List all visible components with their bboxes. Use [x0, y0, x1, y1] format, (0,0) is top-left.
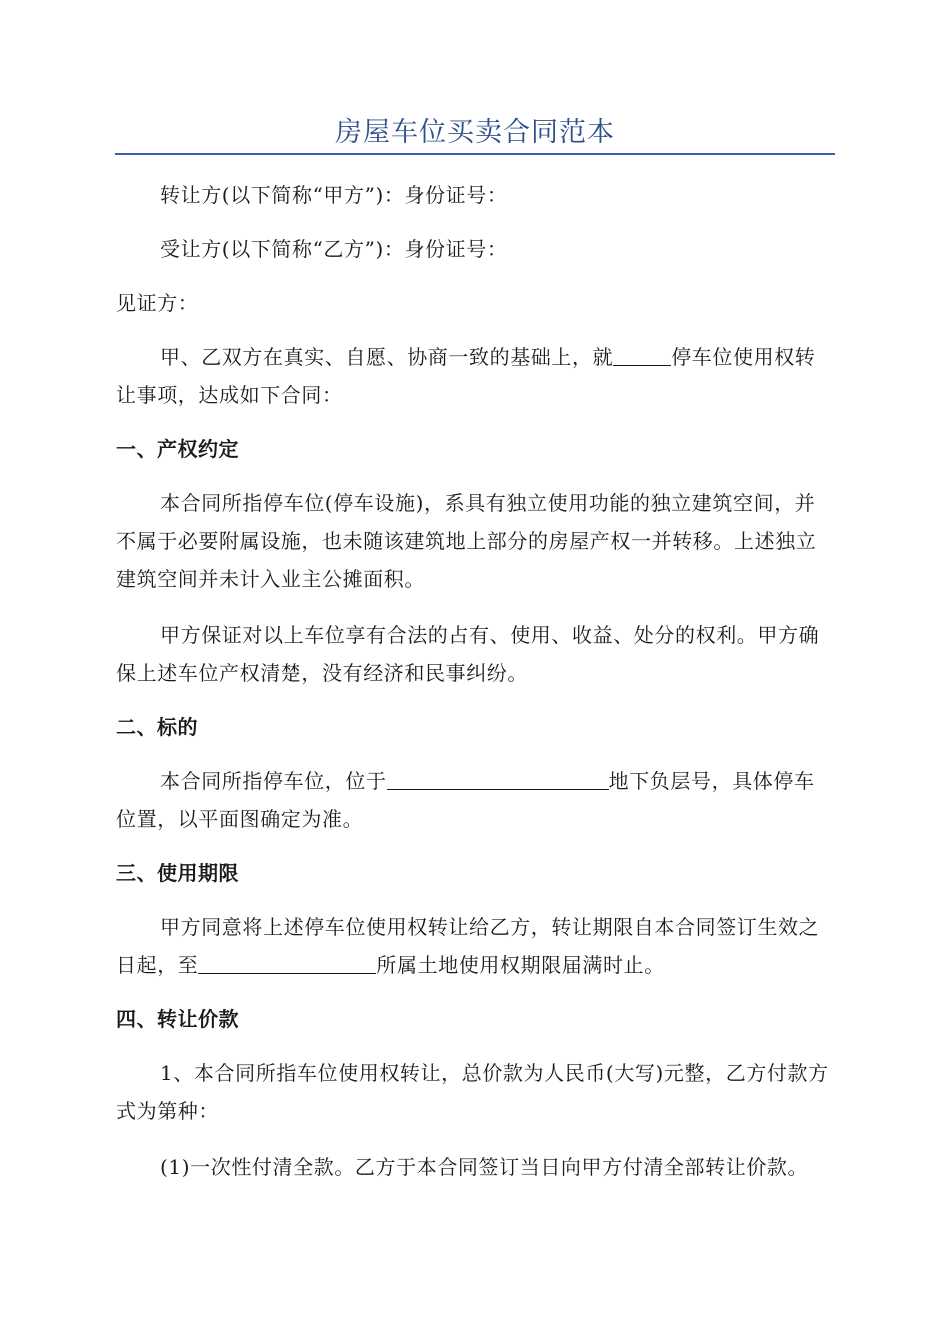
- section4-paragraph1: 1、本合同所指车位使用权转让，总价款为人民币(大写)元整，乙方付款方式为第种：: [116, 1061, 829, 1123]
- section2-heading: 二、标的: [116, 715, 198, 739]
- section4-paragraph2: (1)一次性付清全款。乙方于本合同签订当日向甲方付清全部转让价款。: [160, 1155, 809, 1179]
- section1-paragraph2: 甲方保证对以上车位享有合法的占有、使用、收益、处分的权利。甲方确保上述车位产权清楚，没有经济和民事纠纷。: [116, 623, 820, 685]
- intro-text-a: 甲、乙双方在真实、自愿、协商一致的基础上，就: [160, 345, 614, 369]
- section3-paragraph: [116, 908, 832, 984]
- section2-text-b: 地下负层号，具体停车位置，以平面图确定为准。: [116, 769, 815, 831]
- location-blank: [387, 769, 609, 790]
- transferor-line: 转让方(以下简称“甲方”)：身份证号：: [160, 183, 508, 207]
- section4-heading: 四、转让价款: [116, 1007, 239, 1031]
- transferee-line: 受让方(以下简称“乙方”)：身份证号：: [160, 237, 508, 261]
- witness-line: 见证方：: [116, 291, 199, 315]
- parking-blank: [613, 345, 671, 366]
- intro-text-b: 停车位使用权转让事项，达成如下合同：: [116, 345, 816, 407]
- section2-paragraph: [116, 762, 832, 838]
- document-title: 房屋车位买卖合同范本: [335, 117, 615, 148]
- section3-text-a: 甲方同意将上述停车位使用权转让给乙方，转让期限自本合同签订生效之日起，至: [116, 915, 820, 977]
- title-underline: [115, 153, 835, 155]
- section2-text-a: 本合同所指停车位，位于: [160, 769, 387, 793]
- intro-paragraph: [116, 338, 832, 414]
- term-blank: [198, 953, 376, 974]
- section3-text-b: 所属土地使用权期限届满时止。: [376, 953, 665, 977]
- section3-heading: 三、使用期限: [116, 861, 239, 885]
- section1-paragraph1: 本合同所指停车位(停车设施)，系具有独立使用功能的独立建筑空间，并不属于必要附属设施，也未随该建筑地上部分的房屋产权一并转移。上述独立建筑空间并未计入业主公摊面积。: [116, 491, 817, 591]
- section1-heading: 一、产权约定: [116, 437, 239, 461]
